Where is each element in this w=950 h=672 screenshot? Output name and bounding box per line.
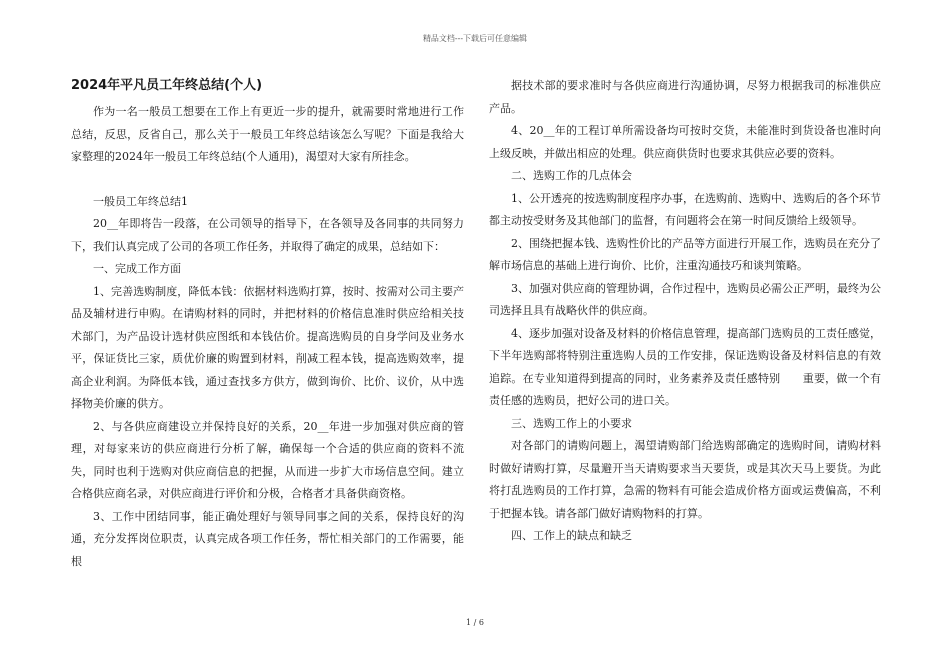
paragraph: 一、完成工作方面 [93,262,181,275]
paragraph: 作为一名一般员工想要在工作上有更近一步的提升，就需要时常地进行工作总结，反思，反省自己，那么关于一般员工年终总结该怎么写呢？下面是我给大家整理的2024年一般员工年终总结(个人通用)，渴望对大家有所挂念。 [71,105,464,163]
summary-section [71,191,464,574]
intro-section [71,101,464,169]
blank-line [71,169,464,191]
paragraph: 四、工作上的缺点和缺乏 [511,529,632,542]
paragraph: 据技术部的要求准时与各供应商进行沟通协调，尽努力根据我司的标准供应产品。 [489,79,881,115]
paragraph: 对各部门的请购问题上，渴望请购部门给选购部确定的选购时间，请购材料时做好请购打算，尽量避开当天请购要求当天要货，或是其次天马上要货。为此将打乱选购员的工作打算，急需的物料有可能会造成价格方面或运费偏高，不利于把握本钱。请各部门做好请购物料的打算。 [489,439,881,520]
paragraph: 1、完善选购制度，降低本钱：依据材料选购打算，按时、按需对公司主要产品及辅材进行申购。在请购材料的同时，并把材料的价格信息准时供应给相关技术部门，为产品设计选材供应图纸和本钱估价。提高选购员的自身学问及业务水平，保证货比三家，质优价廉的购置到材料，削减工程本钱，提高选购效率，提高企业利润。为降低本钱，通过查找多方供方，做到询价、比价、议价，从中选择物美价廉的供方。 [71,284,464,410]
paragraph: 4、20__年的工程订单所需设备均可按时交货，未能准时到货设备也准时向上级反映，并做出相应的处理。供应商供货时也要求其供应必要的资料。 [489,124,881,160]
document-title: 2024年平凡员工年终总结(个人) [71,78,263,93]
paragraph: 1、公开透亮的按选购制度程序办事，在选购前、选购中、选购后的各个环节都主动按受财务及其他部门的监督，有问题将会在第一时间反馈给上级领导。 [489,191,881,227]
paragraph: 三、选购工作上的小要求 [511,416,632,430]
paragraph: 20__年即将告一段落，在公司领导的指导下，在各领导及各同事的共同努力下，我们认真完成了公司的各项工作任务，并取得了确定的成果，总结如下： [71,217,464,253]
paragraph: 3、加强对供应商的管理协调，合作过程中，选购员必需公正严明，最终为公司选择且具有战略伙伴的供应商。 [489,281,881,317]
paragraph: 3、工作中团结同事，能正确处理好与领导同事之间的关系，保持良好的沟通，充分发挥岗位职责，认真完成各项工作任务，帮忙相关部门的工作需要，能根 [71,509,464,568]
paragraph: 2、与各供应商建设立并保持良好的关系，20__年进一步加强对供应商的管理，对每家来访的供应商进行分析了解，确保每一个合适的供应商的资料不流失，同时也利于选购对供应商信息的把握，从而进一步扩大市场信息空间。建立合格供应商名录，对供应商进行评价和分极，合格者才具备供商资格。 [71,419,464,500]
right-column [489,75,881,548]
left-column [71,75,464,573]
paragraph: 2、围绕把握本钱、选购性价比的产品等方面进行开展工作，选购员在充分了解市场信息的基础上进行询价、比价，注重沟通技巧和谈判策略。 [489,236,881,272]
page-number: 1 / 6 [466,618,484,627]
paragraph: 一般员工年终总结1 [93,194,188,208]
paragraph: 4、逐步加强对设备及材料的价格信息管理，提高部门选购员的工责任感觉，下半年选购部将特别注重选购人员的工作安排，保证选购设备及材料信息的有效追踪。在专业知道得到提高的同时，业务素养及责任感特别 重要，做一个有责任感的选购员，把好公司的进口关。 [489,326,881,407]
continued-section [489,75,881,548]
page-header: 精品文档---下载后可任意编辑 [422,34,528,43]
paragraph: 二、选购工作的几点体会 [511,169,632,182]
